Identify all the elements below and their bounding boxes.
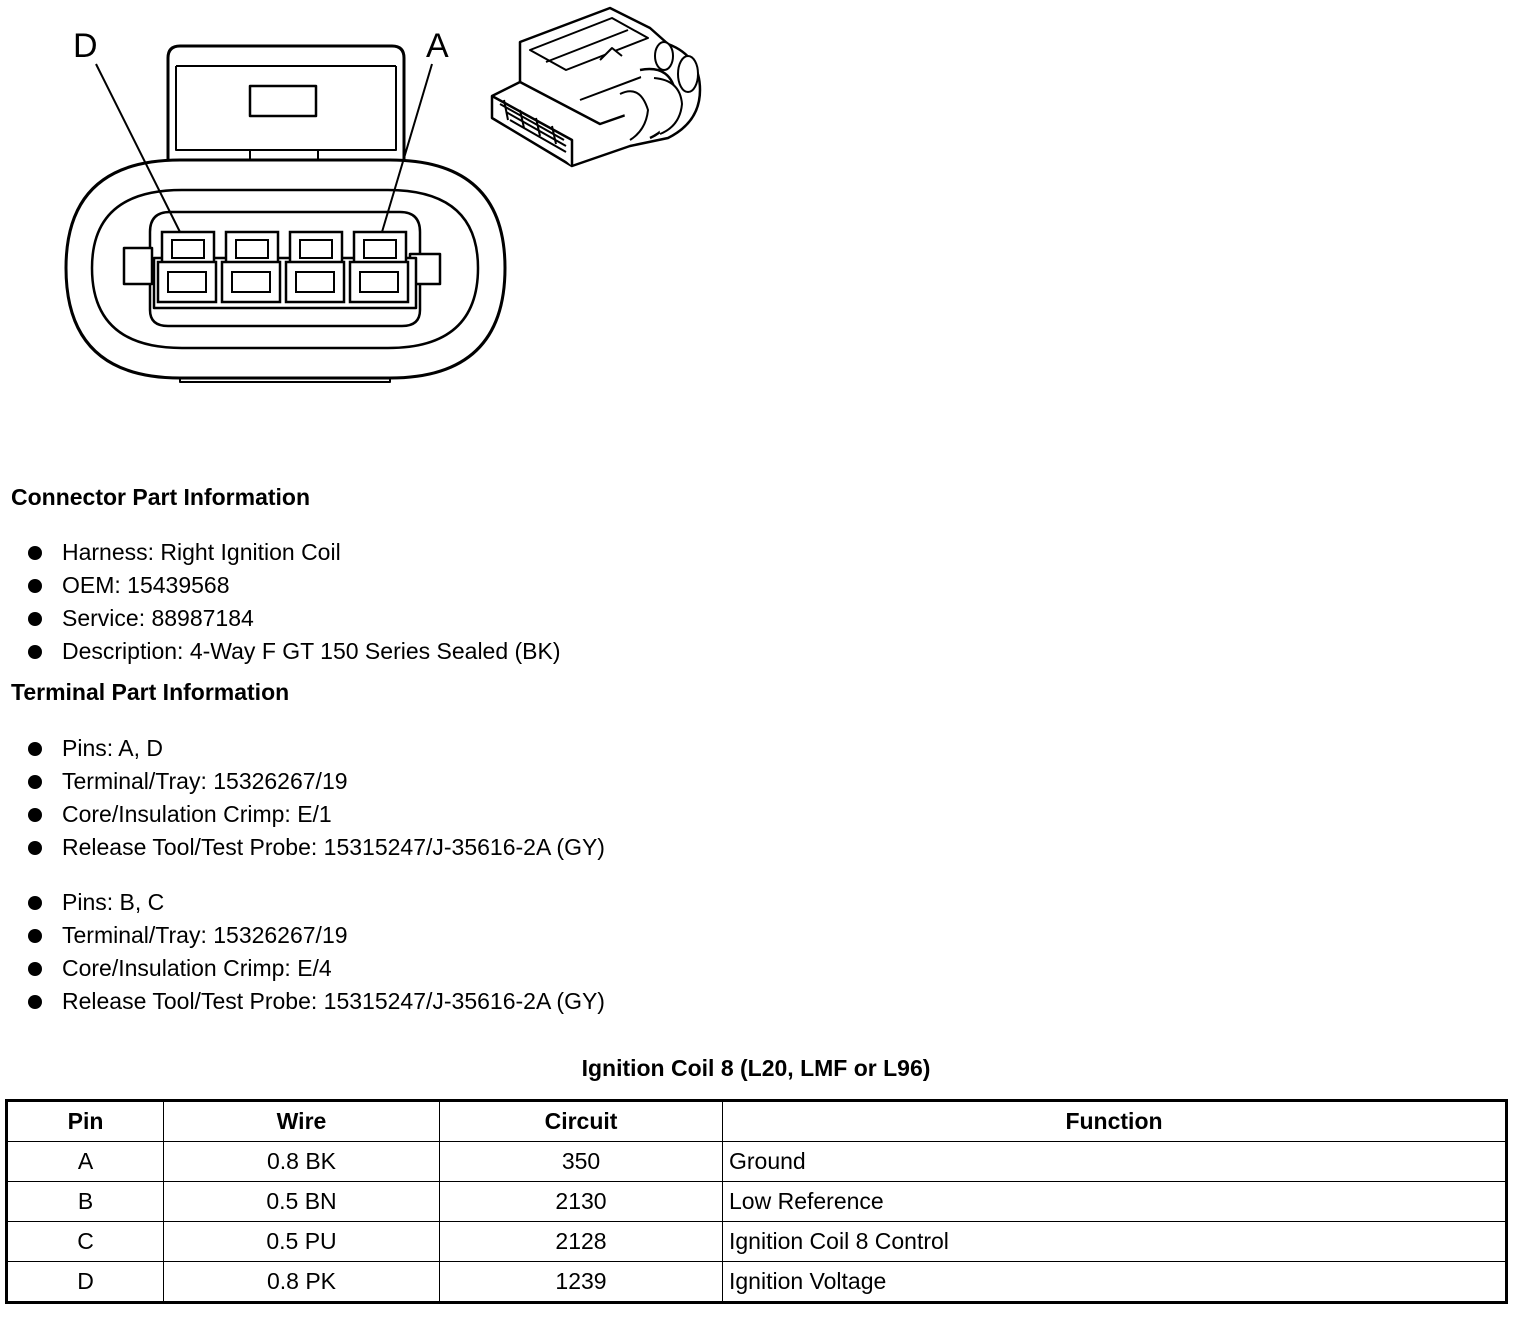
connector-isometric-view xyxy=(492,8,700,166)
bullet-icon xyxy=(28,775,42,789)
cell-pin: A xyxy=(7,1142,164,1182)
list-item xyxy=(26,985,605,1018)
list-item xyxy=(26,798,605,831)
cell-circuit: 1239 xyxy=(440,1262,723,1303)
header-pin: Pin xyxy=(7,1101,164,1142)
bullet-icon xyxy=(28,546,42,560)
bullet-icon xyxy=(28,808,42,822)
cell-function: Low Reference xyxy=(723,1182,1507,1222)
cell-pin: C xyxy=(7,1222,164,1262)
pin-label-d: D xyxy=(73,27,98,65)
list-item-text: Description: 4-Way F GT 150 Series Sealed (BK) xyxy=(62,638,561,664)
table-header-row xyxy=(7,1101,1507,1142)
list-item xyxy=(26,732,605,765)
list-item xyxy=(26,635,561,668)
bullet-icon xyxy=(28,742,42,756)
list-item-text: Harness: Right Ignition Coil xyxy=(62,539,341,565)
list-item xyxy=(26,569,561,602)
cell-wire: 0.8 PK xyxy=(164,1262,440,1303)
cell-function: Ignition Coil 8 Control xyxy=(723,1222,1507,1262)
table-row xyxy=(7,1262,1507,1303)
list-item-text: Core/Insulation Crimp: E/1 xyxy=(62,801,332,827)
cell-circuit: 2130 xyxy=(440,1182,723,1222)
table-row xyxy=(7,1142,1507,1182)
terminal-group-1-list xyxy=(26,732,605,864)
connector-diagram xyxy=(0,0,720,400)
cell-function: Ground xyxy=(723,1142,1507,1182)
bullet-icon xyxy=(28,995,42,1009)
list-item-text: Release Tool/Test Probe: 15315247/J-35616-2A (GY) xyxy=(62,834,605,860)
connector-part-info-title: Connector Part Information xyxy=(11,484,311,510)
pin-label-a: A xyxy=(426,27,449,65)
connector-part-info-list xyxy=(26,536,561,668)
list-item xyxy=(26,831,605,864)
list-item-text: OEM: 15439568 xyxy=(62,572,230,598)
cell-circuit: 350 xyxy=(440,1142,723,1182)
list-item-text: Core/Insulation Crimp: E/4 xyxy=(62,955,332,981)
list-item xyxy=(26,536,561,569)
terminal-group-2-list xyxy=(26,886,605,1018)
list-item xyxy=(26,602,561,635)
list-item xyxy=(26,919,605,952)
bullet-icon xyxy=(28,841,42,855)
list-item xyxy=(26,952,605,985)
table-row xyxy=(7,1182,1507,1222)
cell-circuit: 2128 xyxy=(440,1222,723,1262)
table-row xyxy=(7,1222,1507,1262)
pin-table xyxy=(5,1099,1508,1304)
bullet-icon xyxy=(28,896,42,910)
bullet-icon xyxy=(28,612,42,626)
list-item-text: Pins: B, C xyxy=(62,889,165,915)
cell-pin: D xyxy=(7,1262,164,1303)
header-circuit: Circuit xyxy=(440,1101,723,1142)
bullet-icon xyxy=(28,579,42,593)
list-item-text: Release Tool/Test Probe: 15315247/J-35616-2A (GY) xyxy=(62,988,605,1014)
list-item xyxy=(26,765,605,798)
pin-table-title: Ignition Coil 8 (L20, LMF or L96) xyxy=(581,1055,931,1081)
header-wire: Wire xyxy=(164,1101,440,1142)
list-item-text: Service: 88987184 xyxy=(62,605,254,631)
cell-wire: 0.5 BN xyxy=(164,1182,440,1222)
bullet-icon xyxy=(28,645,42,659)
cell-function: Ignition Voltage xyxy=(723,1262,1507,1303)
bullet-icon xyxy=(28,929,42,943)
cell-wire: 0.5 PU xyxy=(164,1222,440,1262)
list-item xyxy=(26,886,605,919)
cell-wire: 0.8 BK xyxy=(164,1142,440,1182)
list-item-text: Terminal/Tray: 15326267/19 xyxy=(62,922,348,948)
bullet-icon xyxy=(28,962,42,976)
list-item-text: Terminal/Tray: 15326267/19 xyxy=(62,768,348,794)
terminal-part-info-title: Terminal Part Information xyxy=(11,679,290,705)
header-function: Function xyxy=(723,1101,1507,1142)
list-item-text: Pins: A, D xyxy=(62,735,163,761)
cell-pin: B xyxy=(7,1182,164,1222)
